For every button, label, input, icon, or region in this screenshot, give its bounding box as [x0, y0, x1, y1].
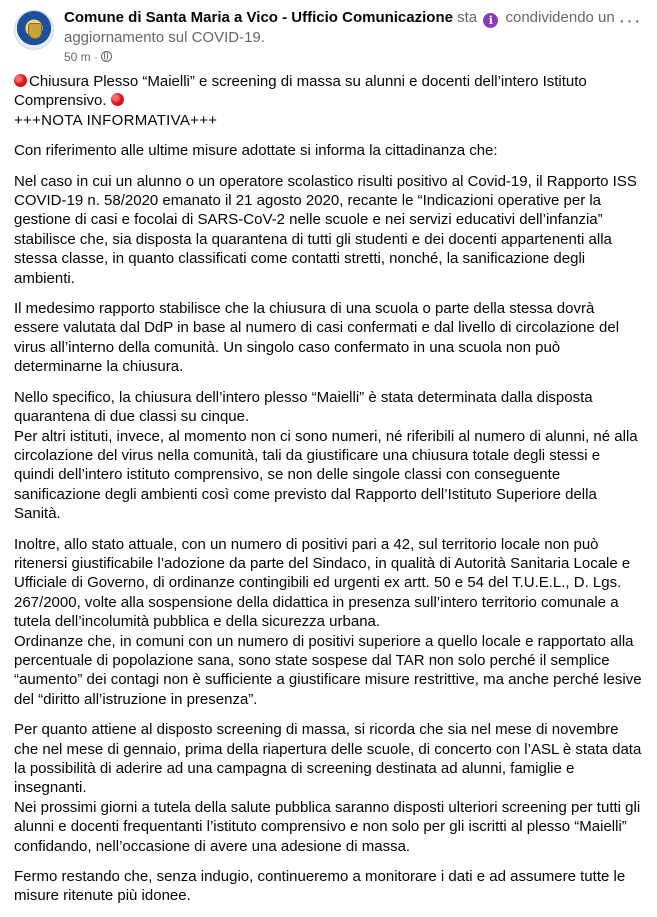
post-header [14, 8, 644, 68]
post-meta [64, 8, 644, 65]
page-name-link[interactable]: Comune di Santa Maria a Vico - Ufficio Comunicazione [64, 9, 453, 26]
paragraph-4: Inoltre, allo stato attuale, con un numero di positivi pari a 42, sul territorio locale non può ritenersi giustificabile l’adozione da parte del Sindaco, in qualità di Autorità Sanitaria Locale e Ufficiale di Governo, di ordinanze contingibili ed urgenti ex artt. 50 e 54 del T.U.E.L., D. Lgs. 267/2000, volte alla sospensione della didattica in presenza sull’intero territorio comunale a tutela dell’incolumità pubblica e della sicurezza urbana. Ordinanze che, in comuni con un numero di positivi superiore a quello locale e rapportato alla percentuale di popolazione sana, sono state sospese dal TAR non solo perché il semplice “aumento” dei contagi non è sufficiente a giustificare misure restrittive, ma anche perché lesive del “diritto all’istruzione in presenza”. [14, 535, 642, 708]
page-avatar[interactable] [14, 10, 54, 50]
post-subline [64, 49, 644, 65]
separator-dot: · [94, 50, 99, 64]
paragraph-6: Fermo restando che, senza indugio, continueremo a monitorare i dati e ad assumere tutte le misure ritenute più idonee. [14, 868, 626, 905]
header-line [64, 8, 644, 48]
crest-icon [28, 23, 42, 39]
intro-paragraph: Con riferimento alle ultime misure adottate si informa la cittadinanza che: [14, 142, 498, 160]
red-circle-icon [14, 74, 27, 87]
info-icon: i [483, 13, 498, 28]
status-suffix: condividendo un aggiornamento sul COVID-19. [64, 9, 615, 46]
more-options-button[interactable]: ··· [618, 10, 642, 32]
red-circle-icon [111, 93, 124, 106]
status-prefix: sta [457, 9, 478, 26]
post-timestamp[interactable]: 50 m [64, 50, 91, 64]
nota-informativa: +++NOTA INFORMATIVA+++ [14, 111, 218, 129]
globe-icon [101, 51, 112, 62]
paragraph-5: Per quanto attiene al disposto screening di massa, si ricorda che sia nel mese di novembre che nel mese di gennaio, prima della riapertura delle scuole, di concerto con l’ASL è stata data la possibilità di aderire ad una campagna di screening destinata ad alunni, famiglie e insegnanti. Nei prossimi giorni a tutela della salute pubblica saranno disposti ulteriori screening per tutti gli alunni e docenti frequentanti l’istituto comprensivo e non solo per gli iscritti al plesso “Maielli” confidando, nell’occasione di avere una adesione di massa. [14, 721, 642, 855]
paragraph-1: Nel caso in cui un alunno o un operatore scolastico risulti positivo al Covid-19, il Rapporto ISS COVID-19 n. 58/2020 emanato il 21 agosto 2020, recante le “Indicazioni operative per la gestione di casi e focolai di SARS-CoV-2 nelle scuole e nei servizi educativi dell’infanzia” stabilisce che, sia disposta la quarantena di tutti gli studenti e dei docenti appartenenti alla stessa classe, in quanto classificati come contatti stretti, nonché, la sanificazione degli ambienti. [14, 172, 637, 287]
post-title: Chiusura Plesso “Maielli” e screening di massa su alunni e docenti dell’intero Istituto Comprensivo. +++NOTA INFORMATIVA+++ [14, 73, 587, 129]
post-body [14, 72, 642, 917]
paragraph-3: Nello specifico, la chiusura dell’intero plesso “Maielli” è stata determinata dalla disposta quarantena di due classi su cinque. Per altri istituti, invece, al momento non ci sono numeri, né riferibili al numero di alunni, né alla circolazione del virus nella comunità, tali da giustificare una chiusura totale degli stessi e quindi dell’intero istituto comprensivo, se non delle singole classi con conseguente sanificazione degli ambienti così come previsto dal Rapporto dell’Istituto Superiore della Sanità. [14, 388, 638, 523]
paragraph-2: Il medesimo rapporto stabilisce che la chiusura di una scuola o parte della stessa dovrà essere valutata dal DdP in base al numero di casi confermati e dal livello di circolazione del virus all’interno della comunità. Un singolo caso confermato in una scuola non può determinarne la chiusura. [14, 300, 620, 376]
